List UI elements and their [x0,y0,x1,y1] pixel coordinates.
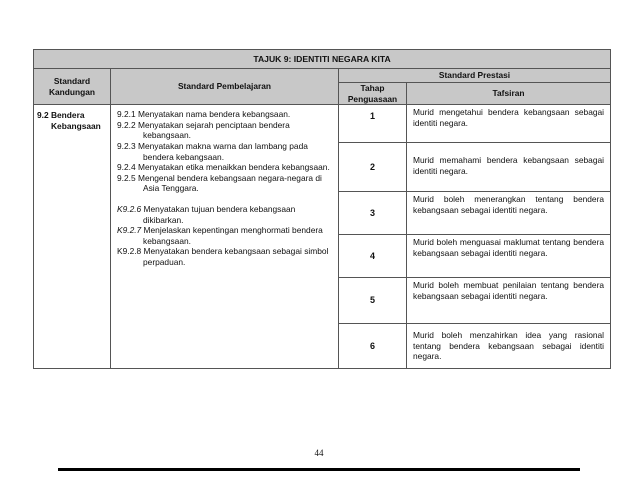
curriculum-table [33,49,611,369]
header-standard-pembelajaran: Standard Pembelajaran [111,69,339,105]
table-row [34,105,611,143]
header-standard-kandungan: Standard Kandungan [34,69,111,105]
tafsiran-cell: Murid boleh menguasai maklumat tentang bendera kebangsaan sebagai identiti negara. [407,235,611,278]
tahap-cell: 1 [339,105,407,143]
page-number: 44 [314,448,324,458]
tahap-cell: 6 [339,324,407,369]
header-tafsiran: Tafsiran [407,83,611,105]
footer-rule [58,468,580,471]
list-item: 9.2.4 Menyatakan etika menaikkan bendera kebangsaan. [117,162,330,173]
list-item: K9.2.6 Menyatakan tujuan bendera kebangsaan dikibarkan. [117,203,296,225]
tafsiran-cell: Murid boleh menerangkan tentang bendera kebangsaan sebagai identiti negara. [407,192,611,235]
tahap-cell: 2 [339,143,407,192]
table-title: TAJUK 9: IDENTITI NEGARA KITA [34,50,611,69]
tafsiran-cell: Murid memahami bendera kebangsaan sebagai identiti negara. [407,143,611,192]
list-item: 9.2.1 Menyatakan nama bendera kebangsaan. [117,109,291,120]
tafsiran-cell: Murid boleh menzahirkan idea yang rasional tentang bendera kebangsaan sebagai identiti negara. [407,324,611,369]
list-item: K9.2.8 Menyatakan bendera kebangsaan sebagai simbol perpaduan. [117,246,329,267]
kandungan-sub: Kebangsaan [51,120,101,131]
list-item: 9.2.5 Mengenal bendera kebangsaan negara-negara di Asia Tenggara. [117,172,322,194]
list-item: K9.2.7 Menjelaskan kepentingan menghormati bendera kebangsaan. [117,225,323,246]
standard-kandungan-cell [34,105,111,369]
header-standard-prestasi: Standard Prestasi [339,69,611,83]
list-item: 9.2.2 Menyatakan sejarah penciptaan bendera kebangsaan. [117,119,290,141]
header-row-1 [34,69,611,83]
kandungan-code: 9.2 Bendera [37,110,85,121]
tahap-cell: 5 [339,278,407,324]
tafsiran-cell: Murid boleh membuat penilaian tentang bendera kebangsaan sebagai identiti negara. [407,278,611,324]
tahap-cell: 4 [339,235,407,278]
standard-pembelajaran-cell [111,105,339,369]
tahap-cell: 3 [339,192,407,235]
tafsiran-cell: Murid mengetahui bendera kebangsaan sebagai identiti negara. [407,105,611,143]
header-tahap-penguasaan: Tahap Penguasaan [339,83,407,105]
title-row [34,50,611,69]
list-item: 9.2.3 Menyatakan makna warna dan lambang pada bendera kebangsaan. [117,140,308,162]
